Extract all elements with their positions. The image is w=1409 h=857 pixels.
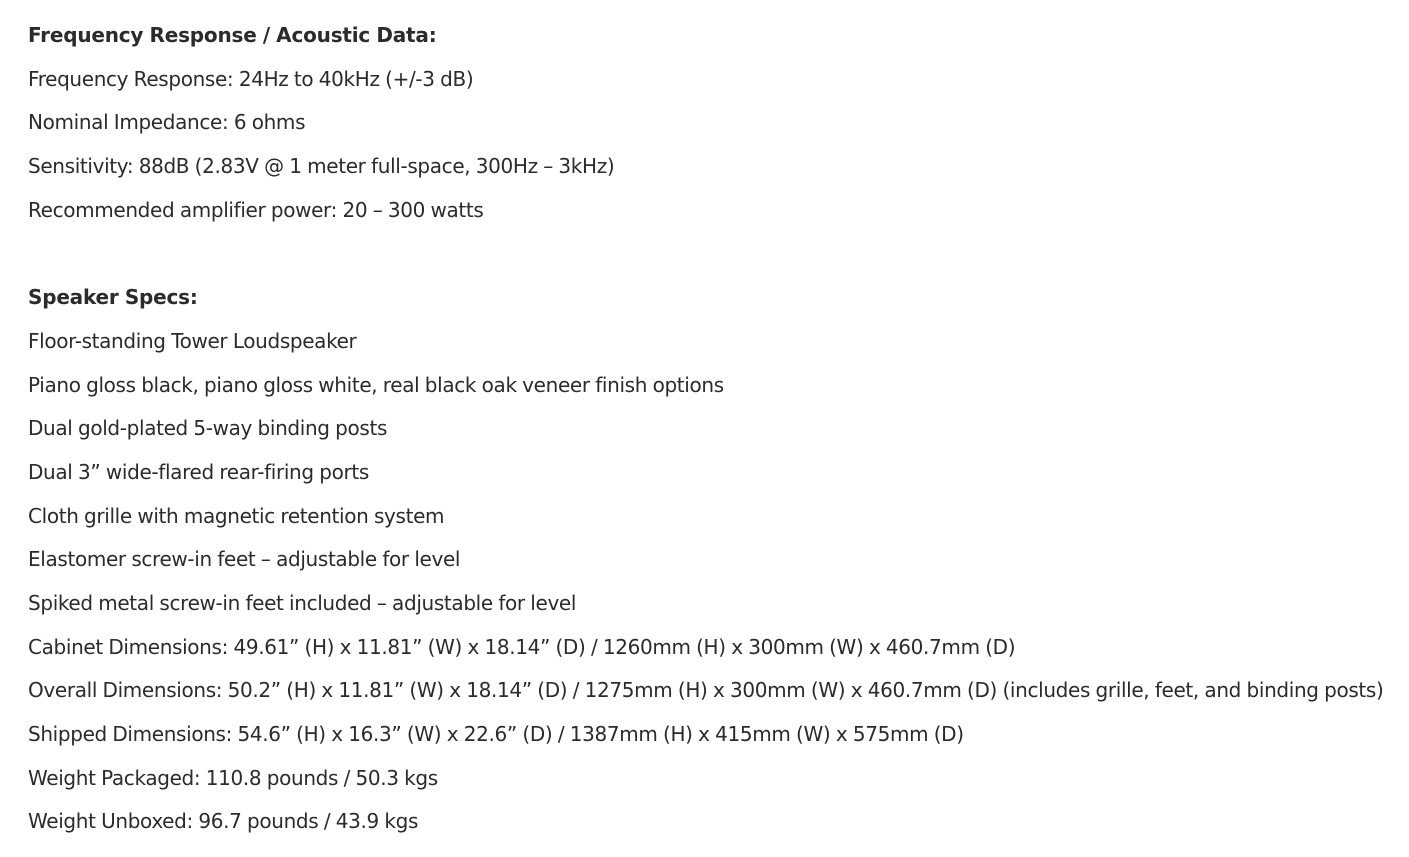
section-spacer — [28, 232, 1398, 276]
speaker-specs-section — [28, 276, 1398, 844]
speaker-specs-heading: Speaker Specs: — [28, 285, 198, 310]
elastomer-feet-line: Elastomer screw-in feet – adjustable for level — [28, 547, 461, 572]
speaker-type-line: Floor-standing Tower Loudspeaker — [28, 328, 357, 353]
weight-unboxed-line: Weight Unboxed: 96.7 pounds / 43.9 kgs — [28, 809, 419, 834]
overall-dimensions-line: Overall Dimensions: 50.2” (H) x 11.81” (W) x 18.14” (D) / 1275mm (H) x 300mm (W) x 460.7mm (D) (includes grille, feet, and binding posts) — [28, 678, 1384, 703]
spiked-feet-line: Spiked metal screw-in feet included – adjustable for level — [28, 590, 577, 615]
frequency-response-line: Frequency Response: 24Hz to 40kHz (+/-3 dB) — [28, 66, 474, 91]
ports-line: Dual 3” wide-flared rear-firing ports — [28, 459, 369, 484]
weight-packaged-line: Weight Packaged: 110.8 pounds / 50.3 kgs — [28, 765, 438, 790]
grille-line: Cloth grille with magnetic retention system — [28, 503, 445, 528]
binding-posts-line: Dual gold-plated 5-way binding posts — [28, 416, 388, 441]
sensitivity-line: Sensitivity: 88dB (2.83V @ 1 meter full-space, 300Hz – 3kHz) — [28, 154, 615, 179]
finish-options-line: Piano gloss black, piano gloss white, real black oak veneer finish options — [28, 372, 724, 397]
shipped-dimensions-line: Shipped Dimensions: 54.6” (H) x 16.3” (W) x 22.6” (D) / 1387mm (H) x 415mm (W) x 575mm (D) — [28, 722, 964, 746]
spec-content — [28, 14, 1398, 844]
nominal-impedance-line: Nominal Impedance: 6 ohms — [28, 110, 306, 135]
cabinet-dimensions-line: Cabinet Dimensions: 49.61” (H) x 11.81” (W) x 18.14” (D) / 1260mm (H) x 300mm (W) x 460.7mm (D) — [28, 634, 1016, 659]
acoustic-data-heading: Frequency Response / Acoustic Data: — [28, 23, 437, 47]
acoustic-data-section — [28, 14, 1398, 232]
amplifier-power-line: Recommended amplifier power: 20 – 300 watts — [28, 197, 484, 222]
